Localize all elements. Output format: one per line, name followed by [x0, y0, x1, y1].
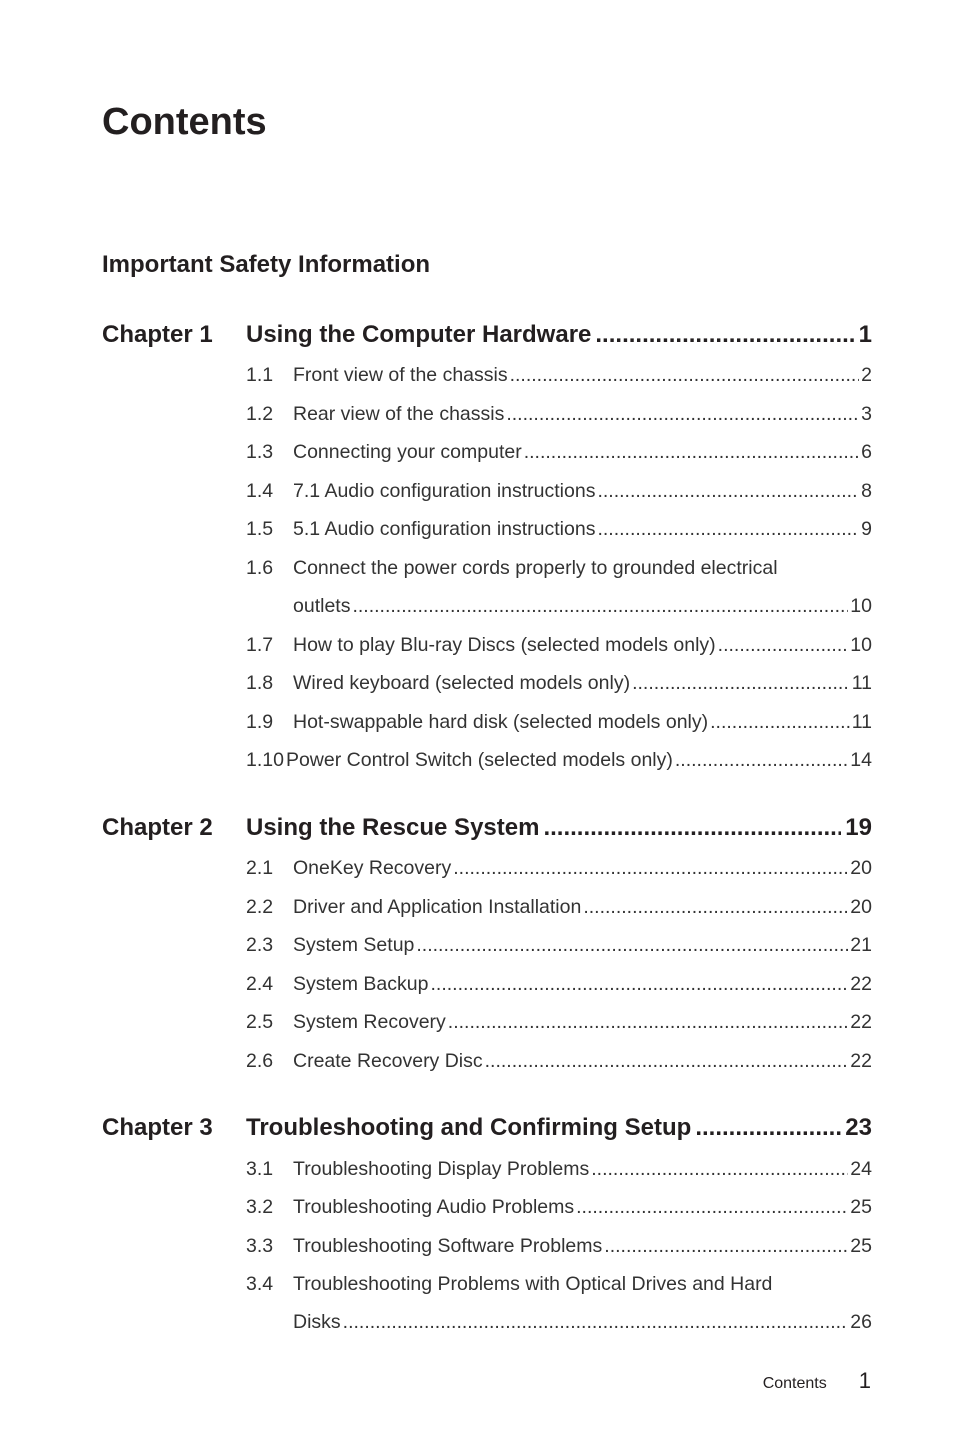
- section-number: 2.6: [246, 1050, 274, 1072]
- chapter-page: 1: [858, 321, 872, 348]
- section-page: 10: [850, 595, 872, 617]
- toc-entry-3-4[interactable]: [246, 1271, 872, 1335]
- section-title-continued: Disks: [293, 1311, 341, 1333]
- toc-entry-1-3[interactable]: [246, 439, 872, 465]
- toc-entry-2-2[interactable]: [246, 894, 872, 920]
- toc-entry-2-3[interactable]: [246, 932, 872, 958]
- dot-leader: [448, 1009, 849, 1035]
- toc-entry-2-5[interactable]: [246, 1009, 872, 1035]
- dot-leader: [485, 1048, 849, 1074]
- section-title: Create Recovery Disc: [293, 1050, 483, 1072]
- section-title: Connecting your computer: [293, 441, 522, 463]
- dot-leader: [524, 439, 859, 465]
- dot-leader: [695, 1113, 841, 1143]
- dot-leader: [430, 971, 848, 997]
- section-title: 5.1 Audio configuration instructions: [293, 518, 596, 540]
- section-number: 1.10: [246, 749, 284, 771]
- section-title: Troubleshooting Audio Problems: [293, 1196, 575, 1218]
- toc-entry-1-1[interactable]: [246, 362, 872, 388]
- section-number: 2.4: [246, 973, 274, 995]
- section-title: Connect the power cords properly to grounded electrical: [293, 557, 778, 579]
- dot-leader: [597, 478, 859, 504]
- toc-entry-1-2[interactable]: [246, 401, 872, 427]
- chapter-2-heading[interactable]: [102, 813, 872, 843]
- toc-entry-1-10[interactable]: [246, 747, 872, 773]
- section-title: System Backup: [293, 973, 429, 995]
- section-page: 21: [850, 934, 872, 956]
- toc-entry-2-6[interactable]: [246, 1048, 872, 1074]
- dot-leader: [576, 1194, 848, 1220]
- section-title: Troubleshooting Problems with Optical Drives and Hard: [293, 1273, 773, 1295]
- chapter-1-heading[interactable]: [102, 320, 872, 350]
- section-title: Driver and Application Installation: [293, 896, 582, 918]
- toc-entry-1-4[interactable]: [246, 478, 872, 504]
- dot-leader: [343, 1309, 849, 1335]
- section-number: 1.6: [246, 557, 274, 579]
- chapter-title: Troubleshooting and Confirming Setup: [246, 1114, 692, 1141]
- section-number: 1.3: [246, 441, 274, 463]
- section-title: Front view of the chassis: [293, 364, 508, 386]
- section-page: 22: [850, 1011, 872, 1033]
- section-title: Power Control Switch (selected models only): [285, 749, 673, 771]
- section-title: How to play Blu-ray Discs (selected models only): [293, 634, 716, 656]
- section-title: OneKey Recovery: [293, 857, 452, 879]
- section-number: 1.1: [246, 364, 274, 386]
- section-title: System Setup: [293, 934, 415, 956]
- dot-leader: [675, 747, 848, 773]
- section-page: 2: [861, 364, 872, 386]
- chapter-number: Chapter 1: [102, 321, 213, 348]
- section-number: 2.5: [246, 1011, 274, 1033]
- section-title: Rear view of the chassis: [293, 403, 505, 425]
- section-title: Troubleshooting Display Problems: [293, 1158, 590, 1180]
- section-page: 25: [850, 1235, 872, 1257]
- chapter-page: 23: [845, 1114, 872, 1141]
- section-page: 24: [850, 1158, 872, 1180]
- dot-leader: [632, 670, 850, 696]
- chapter-number: Chapter 3: [102, 1114, 213, 1141]
- section-page: 14: [850, 749, 872, 771]
- toc-entry-1-7[interactable]: [246, 632, 872, 658]
- section-page: 11: [851, 672, 872, 694]
- dot-leader: [583, 894, 848, 920]
- dot-leader: [543, 813, 841, 843]
- toc-entry-2-4[interactable]: [246, 971, 872, 997]
- page-title: Contents: [102, 101, 267, 143]
- section-page: 9: [861, 518, 872, 540]
- section-title: Troubleshooting Software Problems: [293, 1235, 603, 1257]
- section-page: 10: [850, 634, 872, 656]
- section-number: 2.2: [246, 896, 274, 918]
- footer-label: Contents: [762, 1375, 827, 1392]
- section-page: 6: [861, 441, 872, 463]
- dot-leader: [595, 320, 854, 350]
- section-title: Hot-swappable hard disk (selected models only): [293, 711, 709, 733]
- section-page: 11: [851, 711, 872, 733]
- section-number: 2.1: [246, 857, 274, 879]
- section-number: 3.2: [246, 1196, 274, 1218]
- dot-leader: [597, 516, 859, 542]
- dot-leader: [506, 401, 859, 427]
- dot-leader: [352, 593, 848, 619]
- section-page: 25: [850, 1196, 872, 1218]
- section-number: 1.5: [246, 518, 274, 540]
- safety-heading: Important Safety Information: [102, 251, 431, 278]
- chapter-page: 19: [845, 814, 872, 841]
- section-number: 1.8: [246, 672, 274, 694]
- toc-entry-1-6[interactable]: [246, 555, 872, 619]
- section-page: 8: [861, 480, 872, 502]
- toc-entry-2-1[interactable]: [246, 855, 872, 881]
- section-number: 1.2: [246, 403, 274, 425]
- section-number: 3.1: [246, 1158, 274, 1180]
- chapter-title: Using the Rescue System: [246, 814, 540, 841]
- section-page: 22: [850, 973, 872, 995]
- toc-entry-3-3[interactable]: [246, 1233, 872, 1259]
- section-page: 22: [850, 1050, 872, 1072]
- toc-entry-1-9[interactable]: [246, 709, 872, 735]
- section-title-continued: outlets: [293, 595, 351, 617]
- toc-entry-3-1[interactable]: [246, 1156, 872, 1182]
- page-footer: [763, 1368, 871, 1394]
- section-page: 26: [850, 1311, 872, 1333]
- dot-leader: [416, 932, 848, 958]
- dot-leader: [453, 855, 848, 881]
- section-title: System Recovery: [293, 1011, 446, 1033]
- section-title: Wired keyboard (selected models only): [293, 672, 631, 694]
- footer-page-number: 1: [858, 1368, 871, 1393]
- toc-entry-3-2[interactable]: [246, 1194, 872, 1220]
- section-number: 1.4: [246, 480, 274, 502]
- section-number: 3.3: [246, 1235, 274, 1257]
- chapter-number: Chapter 2: [102, 814, 213, 841]
- section-number: 1.9: [246, 711, 274, 733]
- section-page: 3: [861, 403, 872, 425]
- dot-leader: [510, 362, 860, 388]
- section-page: 20: [850, 857, 872, 879]
- dot-leader: [710, 709, 850, 735]
- chapter-3-heading[interactable]: [102, 1113, 872, 1143]
- dot-leader: [718, 632, 849, 658]
- section-number: 3.4: [246, 1273, 274, 1295]
- dot-leader: [604, 1233, 848, 1259]
- toc-entry-1-8[interactable]: [246, 670, 872, 696]
- section-number: 1.7: [246, 634, 274, 656]
- toc-entry-1-5[interactable]: [246, 516, 872, 542]
- section-number: 2.3: [246, 934, 274, 956]
- section-title: 7.1 Audio configuration instructions: [293, 480, 596, 502]
- section-page: 20: [850, 896, 872, 918]
- chapter-title: Using the Computer Hardware: [246, 321, 592, 348]
- dot-leader: [591, 1156, 848, 1182]
